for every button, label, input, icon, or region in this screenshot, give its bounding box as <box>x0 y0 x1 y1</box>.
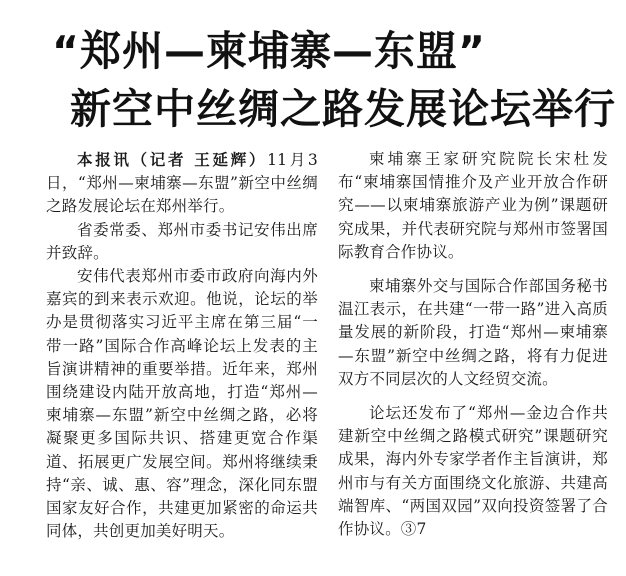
headline-line-1: “郑州—柬埔寨—东盟” <box>52 27 486 75</box>
article-paragraph: 柬埔寨外交与国际合作部国务秘书温江表示，在共建“一带一路”进入高质量发展的新阶段，打造“郑州—柬埔寨—东盟”新空中丝绸之路，将有力促进双方不同层次的人文经贸交流。 <box>338 277 608 388</box>
headline <box>0 0 626 140</box>
article-paragraph: 柬埔寨王家研究院院长宋杜发布“柬埔寨国情推介及产业开放合作研究——以柬埔寨旅游产业为例”课题研究成果，并代表研究院与郑州市签署国际教育合作协议。 <box>338 150 608 261</box>
article-paragraph: 论坛还发布了“郑州—金边合作共建新空中丝绸之路模式研究”课题研究成果，海内外专家学者作主旨演讲，郑州市与有关方面围绕文化旅游、共建高端智库、“两国双园”双向投资签署了合作协议。③7 <box>338 404 608 539</box>
article-paragraph: 安伟代表郑州市委市政府向海内外嘉宾的到来表示欢迎。他说，论坛的举办是贯彻落实习近平主席在第三届“一带一路”国际合作高峰论坛上发表的主旨演讲精神的重要举措。近年来，郑州围绕建设内陆开放高地，打造“郑州—柬埔寨—东盟”新空中丝绸之路，必将凝聚更多国际共识、搭建更宽合作渠道、拓展更广发展空间。郑州将继续秉持“亲、诚、惠、容”理念，深化同东盟国家友好合作，共建更加紧密的命运共同体，共创更加美好明天。 <box>46 267 318 541</box>
paragraph-text: 11月3日，“郑州—柬埔寨—东盟”新空中丝绸之路发展论坛在郑州举行。 <box>46 151 318 216</box>
article-column-left <box>46 148 318 543</box>
dateline: 本报讯（记者 王延辉） <box>77 150 268 169</box>
headline-line-2: 新空中丝绸之路发展论坛举行 <box>70 85 616 133</box>
article-paragraph: 省委常委、郑州市委书记安伟出席并致辞。 <box>46 220 318 262</box>
article-column-right <box>338 148 608 541</box>
article-paragraph <box>46 148 318 219</box>
